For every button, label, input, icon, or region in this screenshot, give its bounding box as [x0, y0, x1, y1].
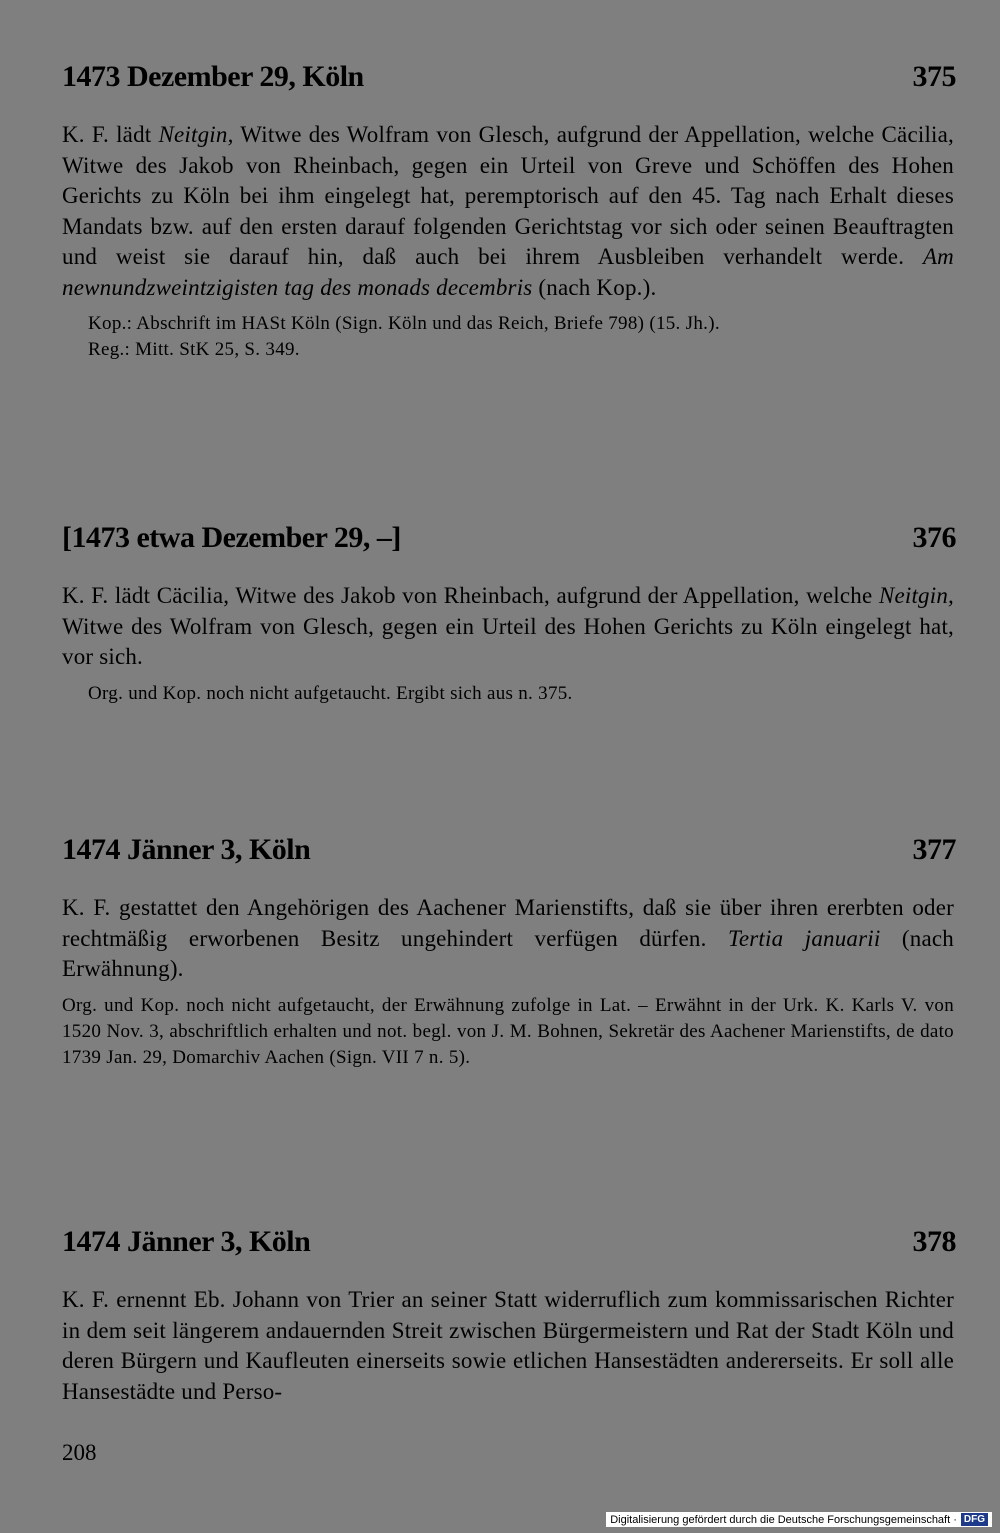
- entry-body: K. F. lädt Cäcilia, Witwe des Jakob von Rheinbach, aufgrund der Appellation, welche Neitgin, Witwe des Wolfram von Glesch, gegen ein Urteil des Hohen Gerichts zu Köln eingelegt hat, vor sich.: [62, 583, 954, 669]
- entry-heading: [62, 1225, 954, 1259]
- entry-body: K. F. lädt Neitgin, Witwe des Wolfram von Glesch, aufgrund der Appellation, welche Cäcilia, Witwe des Jakob von Rheinbach, gegen ein Urteil von Greve und Schöffen des Hohen Gerichts zu Köln bei ihm eingelegt hat, peremptorisch auf den 45. Tag nach Erhalt dieses Mandats bzw. auf den ersten darauf folgenden Gerichtstag vor sich oder seinen Beauftragten und weist sie darauf hin, daß auch bei ihrem Ausbleiben verhandelt werde. Am newnundzweintzigisten tag des monads decembris (nach Kop.).: [62, 122, 954, 300]
- entry-376: [62, 521, 954, 707]
- entry-date: 1473 Dezember 29, Köln: [62, 60, 364, 93]
- entry-heading: [62, 833, 954, 867]
- entry-377: [62, 833, 954, 1071]
- entry-date: [1473 etwa Dezember 29, –]: [62, 521, 401, 554]
- entry-number: 377: [912, 833, 956, 866]
- entry-378: [62, 1225, 954, 1407]
- entry-heading: [62, 521, 954, 555]
- entry-375: [62, 60, 954, 363]
- entry-heading: [62, 60, 954, 94]
- entry-date: 1474 Jänner 3, Köln: [62, 833, 311, 866]
- entry-number: 376: [912, 521, 956, 554]
- page-number: 208: [62, 1440, 97, 1465]
- entry-body: K. F. ernennt Eb. Johann von Trier an seiner Statt widerruflich zum kommissarischen Richter in dem seit längerem andauernden Streit zwischen Bürgermeistern und Rat der Stadt Köln und deren Bürgern und Kaufleuten einerseits sowie etlichen Hansestädten andererseits. Er soll alle Hansestädte und Perso-: [62, 1287, 954, 1404]
- footer-text: Digitalisierung gefördert durch die Deutsche Forschungsgemeinschaft ·: [610, 1513, 957, 1526]
- entry-number: 375: [912, 60, 956, 93]
- footer-credit: [606, 1512, 992, 1527]
- entry-note: Kop.: Abschrift im HASt Köln (Sign. Köln und das Reich, Briefe 798) (15. Jh.). Reg.: Mitt. StK 25, S. 349.: [88, 313, 720, 360]
- entry-date: 1474 Jänner 3, Köln: [62, 1225, 311, 1258]
- entry-note: Org. und Kop. noch nicht aufgetaucht, der Erwähnung zufolge in Lat. – Erwähnt in der Urk. K. Karls V. von 1520 Nov. 3, abschriftlich erhalten und not. begl. von J. M. Bohnen, Sekretär des Aachener Marienstifts, de dato 1739 Jan. 29, Domarchiv Aachen (Sign. VII 7 n. 5).: [62, 994, 954, 1068]
- dfg-logo: DFG: [961, 1513, 988, 1526]
- entry-note: Org. und Kop. noch nicht aufgetaucht. Ergibt sich aus n. 375.: [88, 682, 573, 704]
- entry-body: K. F. gestattet den Angehörigen des Aachener Marienstifts, daß sie über ihren ererbten oder rechtmäßig erworbenen Besitz ungehindert verfügen dürfen. Tertia januarii (nach Erwähnung).: [62, 895, 954, 981]
- entry-number: 378: [912, 1225, 956, 1258]
